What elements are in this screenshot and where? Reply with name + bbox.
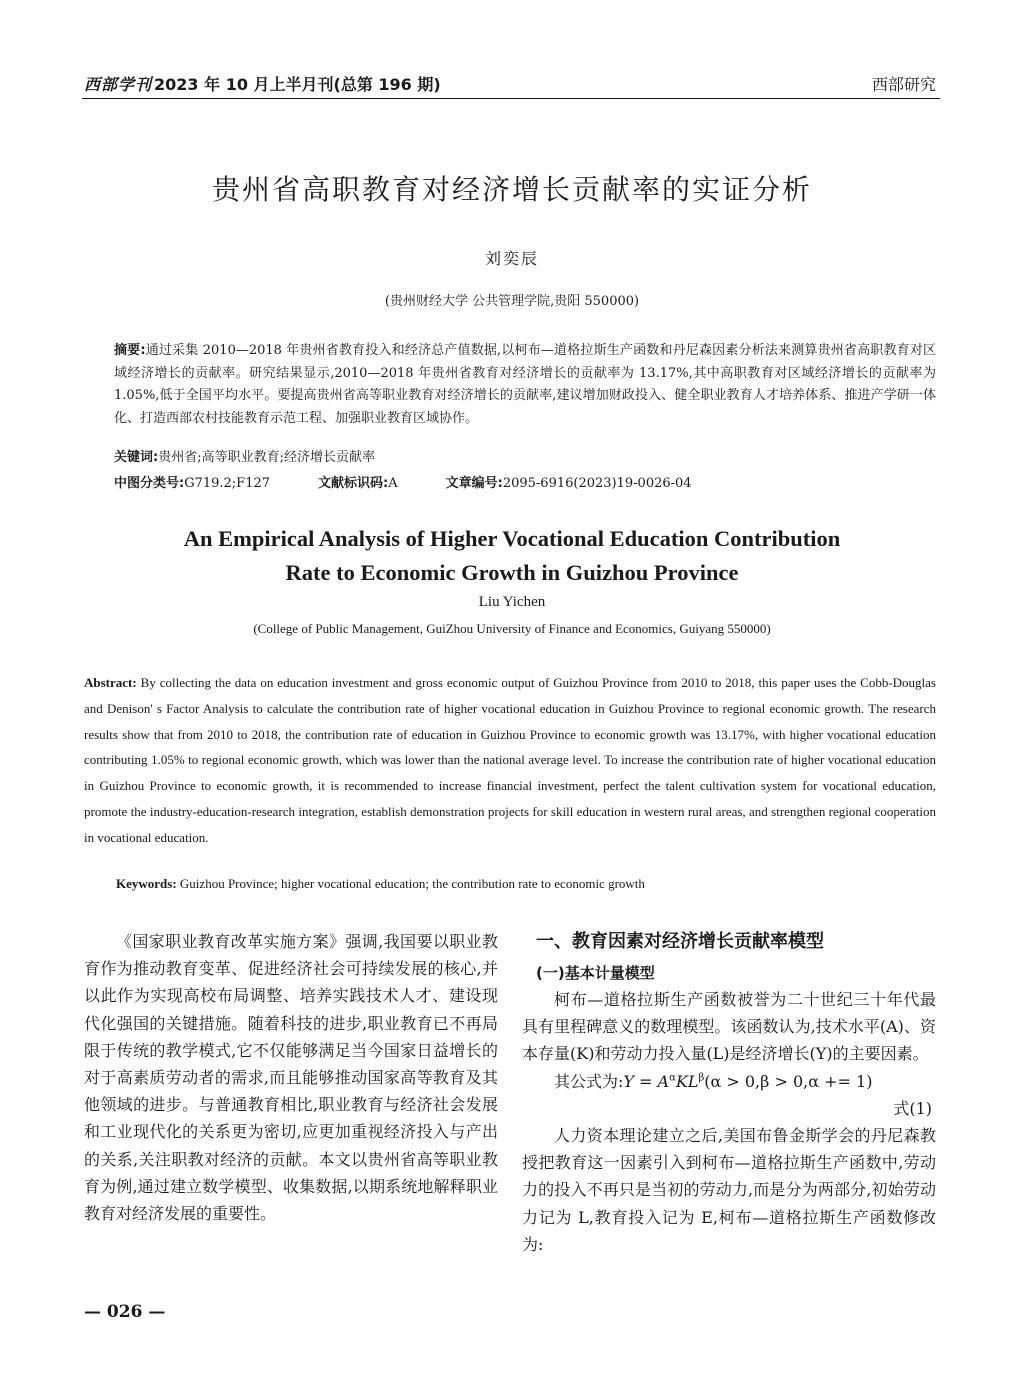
formula-alpha: α [669, 1072, 676, 1084]
formula-mid: KL [675, 1071, 699, 1091]
author-cn: 刘奕辰 [484, 249, 539, 268]
formula-condition: (α > 0,β > 0,α += 1) [704, 1071, 873, 1091]
affiliation-en: (College of Public Management, GuiZhou University of Finance and Economics, Guiyang 550000) [253, 621, 771, 636]
abstract-label-en: Abstract: [84, 675, 137, 690]
intro-paragraph: 《国家职业教育改革实施方案》强调,我国要以职业教育作为推动教育变革、促进经济社会可持续发展的核心,并以此作为实现高校布局调整、培养实践技术人才、建设现代化强国的关键措施。随着科技的进步,职业教育已不再局限于传统的教学模式,它不仅能够满足当今国家日益增长的对于高素质劳动者的需求,而且能够推动国家高等教育及其他领域的进步。与普通教育相比,职业教育与经济社会发展和工业现代化的关系更为密切,应更加重视经济投入与产出的关系,关注职教对经济的贡献。本文以贵州省高等职业教育为例,通过建立数学模型、收集数据,以期系统地解释职业教育对经济发展的重要性。 [84, 932, 498, 1224]
keywords-label-en: Keywords: [116, 876, 177, 891]
abstract-en [84, 670, 936, 851]
title-en-line2: Rate to Economic Growth in Guizhou Province [285, 560, 739, 585]
article-number-label: 文章编号: [445, 476, 503, 491]
article-number-value: 2095-6916(2023)19-0026-04 [502, 476, 692, 491]
doc-code-label: 文献标识码: [318, 476, 389, 491]
formula-prefix: 其公式为: [554, 1071, 624, 1091]
paper-title-cn: 贵州省高职教育对经济增长贡献率的实证分析 [211, 173, 812, 206]
abstract-text-cn: 通过采集 2010—2018 年贵州省教育投入和经济总产值数据,以柯布—道格拉斯生产函数和丹尼森因素分析法来测算贵州省高职教育对区域经济增长的贡献率。研究结果显示,2010—2018 年贵州省教育对经济增长的贡献率为 13.17%,其中高职教育对区域经济增长的贡献率为 1.05%,低于全国平均水平。要提高贵州省高等职业教育对经济增长的贡献率,建议增加财政投入、健全职业教育人才培养体系、推进产学研一体化、打造西部农村技能教育示范工程、加强职业教育区域协作。 [114, 343, 936, 426]
body-right-column [522, 928, 936, 1258]
classification-line [114, 472, 692, 491]
title-en-line1: An Empirical Analysis of Higher Vocational Education Contribution [183, 526, 841, 551]
journal-logo: 西部学刊 [84, 75, 153, 94]
abstract-cn [114, 340, 936, 430]
keywords-label-cn: 关键词: [114, 450, 159, 465]
paper-title-en [0, 522, 1024, 590]
section-heading: 一、教育因素对经济增长贡献率模型 [536, 931, 824, 952]
journal-header [84, 72, 441, 95]
formula-lhs: Y = A [623, 1071, 670, 1091]
header-rule [82, 98, 940, 99]
section-name: 西部研究 [871, 75, 936, 94]
formula-beta: β [698, 1072, 705, 1084]
cobb-douglas-paragraph: 柯布—道格拉斯生产函数被誉为二十世纪三十年代最具有里程碑意义的数理模型。该函数认为,技术水平(A)、资本存量(K)和劳动力投入量(L)是经济增长(Y)的主要因素。 [522, 990, 936, 1064]
formula-1 [522, 1068, 936, 1095]
issue-info: 2023 年 10 月上半月刊(总第 196 期) [154, 75, 441, 94]
subsection-heading: (一)基本计量模型 [536, 964, 655, 982]
author-en: Liu Yichen [478, 594, 546, 610]
denison-paragraph: 人力资本理论建立之后,美国布鲁金斯学会的丹尼森教授把教育这一因素引入到柯布—道格拉斯生产函数中,劳动力的投入不再只是当初的劳动力,而是分为两部分,初始劳动力记为 L,教育投入记为 E,柯布—道格拉斯生产函数修改为: [522, 1126, 936, 1254]
keywords-text-cn: 贵州省;高等职业教育;经济增长贡献率 [158, 450, 375, 465]
class-value: G719.2;F127 [184, 476, 271, 491]
doc-code-value: A [388, 476, 398, 491]
abstract-label-cn: 摘要: [114, 343, 146, 358]
keywords-en [116, 876, 645, 892]
body-left-column [84, 928, 498, 1227]
abstract-text-en: By collecting the data on education investment and gross economic output of Guizhou Province from 2010 to 2018, this paper uses the Cobb-Douglas and Denison' s Factor Analysis to calculate the contribution rate of higher vocational education in Guizhou Province to regional economic growth. The research results show that from 2010 to 2018, the contribution rate of education in Guizhou Province to economic growth was 13.17%, with higher vocational education contributing 1.05% to regional economic growth, which was lower than the national average level. To increase the contribution rate of higher vocational education in Guizhou Province to economic growth, it is recommended to increase financial investment, perfect the talent cultivation system for vocational education, promote the industry-education-research integration, establish demonstration projects for skill education in western rural areas, and strengthen regional cooperation in vocational education. [84, 675, 936, 845]
keywords-cn [114, 446, 375, 465]
affiliation-cn: (贵州财经大学 公共管理学院,贵阳 550000) [384, 294, 640, 309]
keywords-text-en: Guizhou Province; higher vocational education; the contribution rate to economic growth [179, 876, 645, 891]
formula-tag: 式(1) [893, 1098, 932, 1118]
class-label: 中图分类号: [114, 476, 185, 491]
page-number: — 026 — [84, 1302, 166, 1322]
